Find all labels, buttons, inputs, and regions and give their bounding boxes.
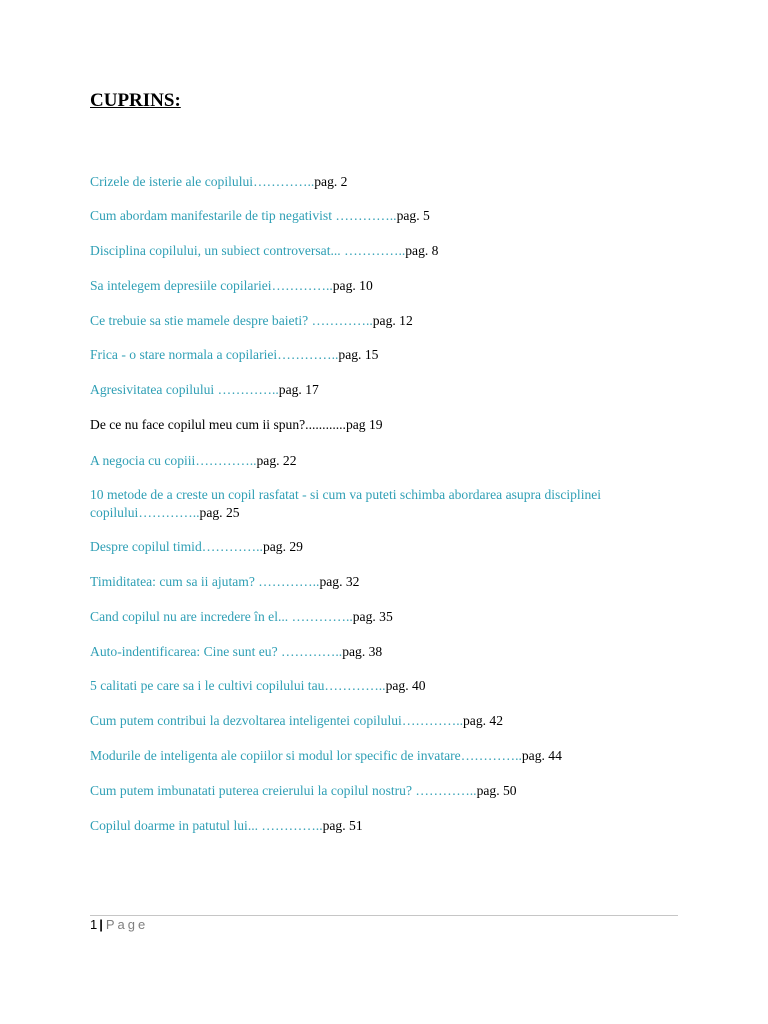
toc-entry[interactable]: [90, 346, 378, 364]
toc-entry-page: pag. 8: [405, 243, 439, 258]
toc-entry-dots: …………..: [253, 174, 315, 189]
toc-entry-title: Modurile de inteligenta ale copiilor si modul lor specific de invatare: [90, 748, 461, 763]
toc-entry[interactable]: [90, 677, 426, 695]
toc-entry[interactable]: [90, 452, 297, 470]
toc-entry-page: pag 19: [345, 417, 383, 432]
toc-entry-dots: …………..: [335, 208, 397, 223]
toc-entry-title: Timiditatea: cum sa ii ajutam?: [90, 574, 259, 589]
toc-entry[interactable]: [90, 312, 413, 330]
toc-entry[interactable]: [90, 277, 373, 295]
footer-divider: [90, 915, 678, 916]
toc-entry[interactable]: [90, 573, 359, 591]
toc-entry-dots: …………..: [311, 313, 373, 328]
toc-entry-dots: …………..: [201, 539, 263, 554]
toc-entry-title: A negocia cu copiii: [90, 453, 196, 468]
toc-entry-page: pag. 35: [352, 609, 393, 624]
toc-entry[interactable]: [90, 538, 303, 556]
toc-entry[interactable]: [90, 747, 562, 765]
toc-entry-title: Cum abordam manifestarile de tip negativist: [90, 208, 336, 223]
footer-separator: |: [99, 917, 103, 932]
footer-page-number: 1: [90, 917, 98, 932]
toc-entry[interactable]: [90, 712, 503, 730]
toc-entry[interactable]: [90, 173, 347, 191]
toc-entry-page: pag. 15: [338, 347, 379, 362]
toc-entry-title: Disciplina copilului, un subiect controversat...: [90, 243, 345, 258]
toc-entry-title: Copilul doarme in patutul lui...: [90, 818, 262, 833]
toc-entry[interactable]: [90, 608, 393, 626]
toc-entry-page: pag. 29: [262, 539, 303, 554]
toc-entry-page: pag. 10: [332, 278, 373, 293]
toc-entry-page: pag. 2: [314, 174, 348, 189]
toc-entry[interactable]: [90, 242, 438, 260]
footer-page-label: Page: [105, 917, 149, 932]
toc-entry-page: pag. 50: [476, 783, 517, 798]
toc-entry-dots: …………..: [291, 609, 353, 624]
toc-entry[interactable]: [90, 817, 363, 835]
toc-entry-dots: …………..: [460, 748, 522, 763]
toc-entry-dots: …………..: [401, 713, 463, 728]
toc-entry[interactable]: [90, 416, 383, 434]
toc-entry-title: Crizele de isterie ale copilului: [90, 174, 254, 189]
toc-entry-title: 5 calitati pe care sa i le cultivi copilului tau: [90, 678, 325, 693]
toc-entry-dots: …………..: [281, 644, 343, 659]
toc-entry-page: pag. 12: [372, 313, 413, 328]
toc-entry-page: pag. 42: [463, 713, 504, 728]
toc-entry-page: pag. 51: [322, 818, 363, 833]
toc-entry-page: pag. 17: [278, 382, 319, 397]
toc-entry-title: Despre copilul timid: [90, 539, 202, 554]
toc-entry-title: Frica - o stare normala a copilariei: [90, 347, 278, 362]
toc-entry-page: pag. 25: [199, 505, 240, 520]
toc-entry-page: pag. 22: [256, 453, 297, 468]
toc-entry-dots: …………..: [324, 678, 386, 693]
toc-entry-title: Ce trebuie sa stie mamele despre baieti?: [90, 313, 312, 328]
page-footer: [90, 917, 148, 932]
toc-entry-page: pag. 44: [521, 748, 562, 763]
toc-entry-dots: …………..: [138, 505, 200, 520]
toc-entry-page: pag. 32: [319, 574, 360, 589]
toc-entry-dots: …………..: [277, 347, 339, 362]
toc-entry-title: Auto-indentificarea: Cine sunt eu?: [90, 644, 282, 659]
toc-entry-title: 10 metode de a creste un copil rasfatat - si cum va puteti schimba abordarea asupra disciplinei copilului: [90, 487, 602, 520]
toc-entry-title: De ce nu face copilul meu cum ii spun?: [90, 417, 306, 432]
toc-entry-dots: ............: [305, 417, 346, 432]
toc-entry[interactable]: [90, 207, 430, 225]
toc-entry-dots: …………..: [195, 453, 257, 468]
toc-entry[interactable]: [90, 643, 382, 661]
toc-entry[interactable]: [90, 381, 319, 399]
toc-entry-dots: …………..: [261, 818, 323, 833]
toc-entry-page: pag. 38: [342, 644, 383, 659]
toc-entry-dots: …………..: [271, 278, 333, 293]
toc-entry-dots: …………..: [217, 382, 279, 397]
toc-entry-title: Agresivitatea copilului: [90, 382, 218, 397]
toc-entry-page: pag. 5: [396, 208, 430, 223]
toc-entry[interactable]: [90, 782, 517, 800]
toc-entry-title: Cum putem imbunatati puterea creierului la copilul nostru?: [90, 783, 416, 798]
toc-entry-dots: …………..: [258, 574, 320, 589]
toc-entry-title: Sa intelegem depresiile copilariei: [90, 278, 272, 293]
page-title: CUPRINS:: [90, 90, 181, 111]
toc-entry-page: pag. 40: [385, 678, 426, 693]
toc-entry-dots: …………..: [344, 243, 406, 258]
toc-entry-title: Cand copilul nu are incredere în el...: [90, 609, 292, 624]
toc-entry-title: Cum putem contribui la dezvoltarea inteligentei copilului: [90, 713, 402, 728]
toc-entry[interactable]: [90, 486, 670, 522]
toc-entry-dots: …………..: [415, 783, 477, 798]
